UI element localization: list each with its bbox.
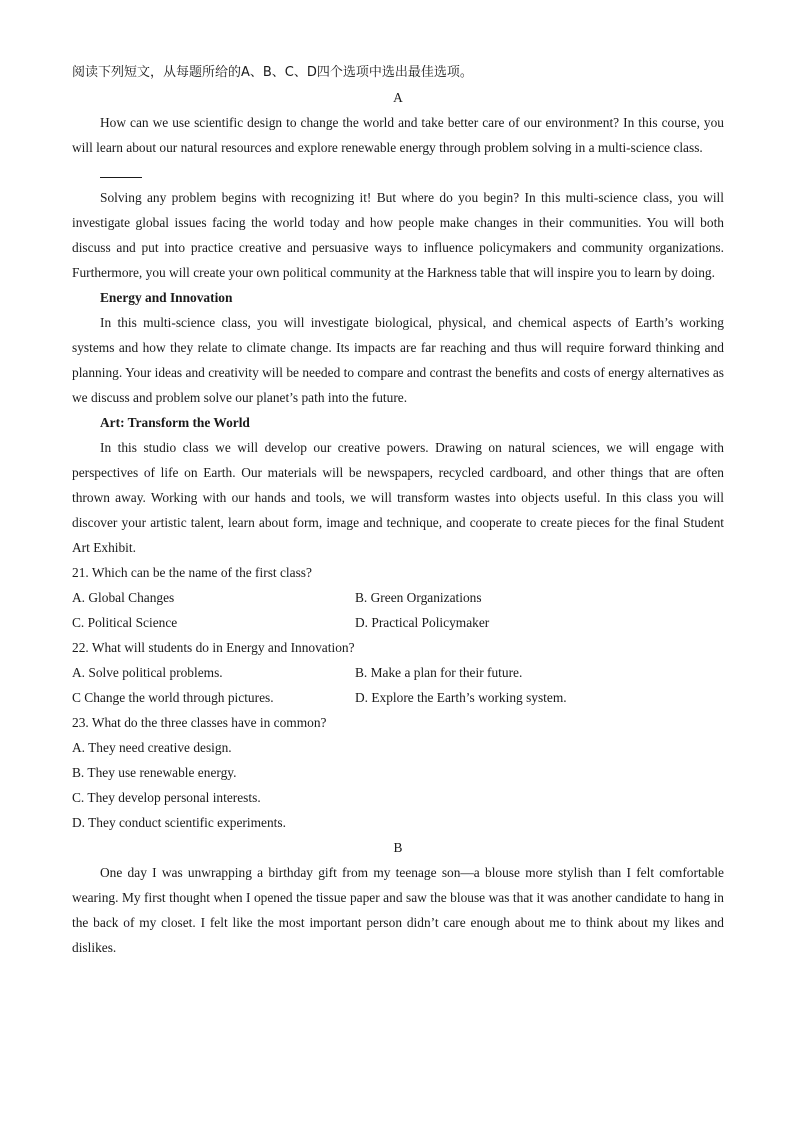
- passage-a-section1: Solving any problem begins with recognizing it! But where do you begin? In this multi-science class, you will investigate global issues facing the world today and how people make changes in their communities. You will both discuss and put into practice creative and persuasive ways to influence policymakers and community organizations. Furthermore, you will create your own political community at the Harkness table that will inspire you to learn by doing.: [72, 190, 724, 280]
- instruction-text: 阅读下列短文，从每题所给的A、B、C、D四个选项中选出最佳选项。: [72, 65, 473, 80]
- question-21-options-row1: [72, 585, 724, 610]
- option-22-a: A. Solve political problems.: [72, 665, 223, 680]
- section-heading-art: Art: Transform the World: [100, 415, 250, 430]
- question-22-options-row1: [72, 660, 724, 685]
- option-22-b: B. Make a plan for their future.: [355, 665, 523, 680]
- option-23-c: C. They develop personal interests.: [72, 790, 261, 805]
- question-21-options-row2: [72, 610, 724, 635]
- section-heading-energy: Energy and Innovation: [100, 290, 233, 305]
- passage-a-intro: How can we use scientific design to change the world and take better care of our environment? In this course, you will learn about our natural resources and explore renewable energy through problem solving in a multi-science class.: [72, 115, 724, 155]
- option-22-d: D. Explore the Earth’s working system.: [355, 690, 567, 705]
- passage-a-label: A: [393, 90, 403, 105]
- passage-a-section3: In this studio class we will develop our creative powers. Drawing on natural sciences, we will engage with perspectives of life on Earth. Our materials will be newspapers, recycled cardboard, and other things that are often thrown away. Working with our hands and tools, we will transform wastes into objects useful. In this class you will discover your artistic talent, learn about form, image and technique, and cooperate to create pieces for the final Student Art Exhibit.: [72, 440, 724, 555]
- blank-underline: [100, 177, 142, 178]
- option-21-d: D. Practical Policymaker: [355, 615, 490, 630]
- question-22-stem: 22. What will students do in Energy and Innovation?: [72, 640, 355, 655]
- option-21-c: C. Political Science: [72, 615, 178, 630]
- option-21-a: A. Global Changes: [72, 590, 175, 605]
- option-22-c: C Change the world through pictures.: [72, 690, 274, 705]
- question-23-stem: 23. What do the three classes have in common?: [72, 715, 327, 730]
- question-22-options-row2: [72, 685, 724, 710]
- option-23-b: B. They use renewable energy.: [72, 765, 237, 780]
- option-23-a: A. They need creative design.: [72, 740, 232, 755]
- section-title-blank: [72, 160, 724, 185]
- option-21-b: B. Green Organizations: [355, 590, 482, 605]
- question-21-stem: 21. Which can be the name of the first class?: [72, 565, 312, 580]
- passage-b-text: One day I was unwrapping a birthday gift from my teenage son—a blouse more stylish than I felt comfortable wearing. My first thought when I opened the tissue paper and saw the blouse was that it was another candidate to hang in the back of my closet. I felt like the most important person didn’t care enough about me to think about my likes and dislikes.: [72, 865, 724, 955]
- passage-b-label: B: [393, 840, 403, 855]
- option-23-d: D. They conduct scientific experiments.: [72, 815, 286, 830]
- passage-a-section2: In this multi-science class, you will investigate biological, physical, and chemical aspects of Earth’s working systems and how they relate to climate change. Its impacts are far reaching and thus will require forward thinking and planning. Your ideas and creativity will be needed to compare and contrast the benefits and costs of energy alternatives as we discuss and problem solve our planet’s path into the future.: [72, 315, 724, 405]
- exam-page: [72, 60, 724, 960]
